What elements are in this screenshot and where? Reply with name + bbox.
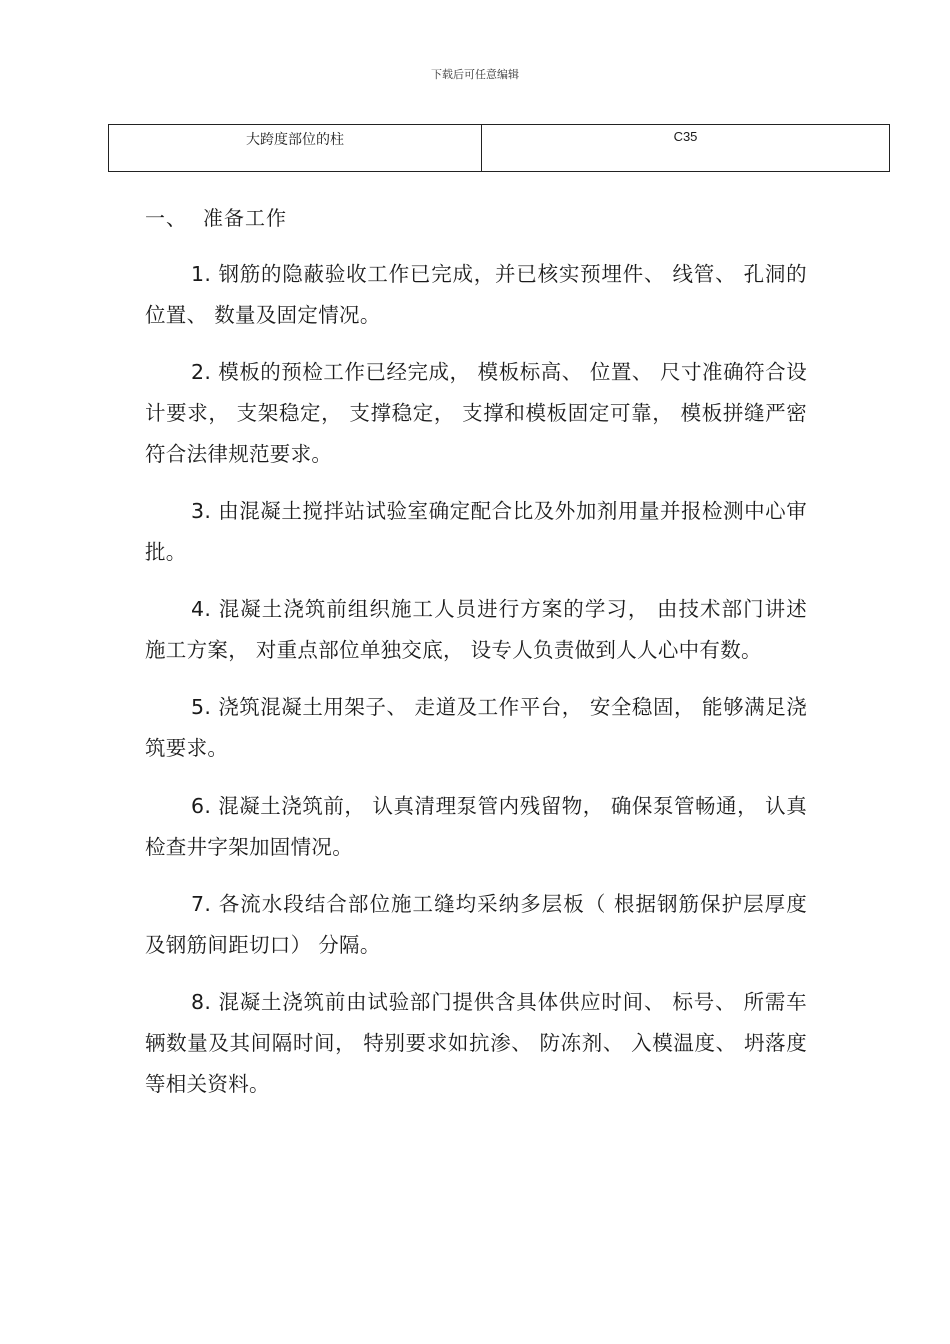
page-header-note: 下载后可任意编辑 <box>431 68 519 81</box>
table-cell-grade: C35 <box>482 125 890 172</box>
list-item: 7. 各流水段结合部位施工缝均采纳多层板（ 根据钢筋保护层厚度及钢筋间距切口） 分隔。 <box>145 892 807 957</box>
list-item: 8. 混凝土浇筑前由试验部门提供含具体供应时间、 标号、 所需车辆数量及其间隔时间， 特别要求如抗渗、 防冻剂、 入模温度、 坍落度等相关资料。 <box>145 990 807 1096</box>
section-title: 准备工作 <box>203 206 287 230</box>
table-cell-part: 大跨度部位的柱 <box>109 125 482 172</box>
list-item: 1. 钢筋的隐蔽验收工作已完成，并已核实预埋件、 线管、 孔洞的位置、 数量及固定情况。 <box>145 262 807 327</box>
table-row <box>109 125 890 172</box>
list-item: 6. 混凝土浇筑前， 认真清理泵管内残留物， 确保泵管畅通， 认真检查井字架加固情况。 <box>145 794 807 859</box>
preparation-list <box>145 254 807 1121</box>
concrete-grade-table <box>108 124 890 172</box>
list-item: 3. 由混凝土搅拌站试验室确定配合比及外加剂用量并报检测中心审批。 <box>145 499 807 564</box>
list-item: 5. 浇筑混凝土用架子、 走道及工作平台， 安全稳固， 能够满足浇筑要求。 <box>145 695 807 760</box>
list-item: 2. 模板的预检工作已经完成， 模板标高、 位置、 尺寸准确符合设计要求， 支架稳定， 支撑稳定， 支撑和模板固定可靠， 模板拼缝严密符合法律规范要求。 <box>145 360 807 466</box>
section-number: 一、 <box>145 206 187 230</box>
section-heading <box>145 202 287 231</box>
list-item: 4. 混凝土浇筑前组织施工人员进行方案的学习， 由技术部门讲述施工方案， 对重点部位单独交底， 设专人负责做到人人心中有数。 <box>145 597 807 662</box>
